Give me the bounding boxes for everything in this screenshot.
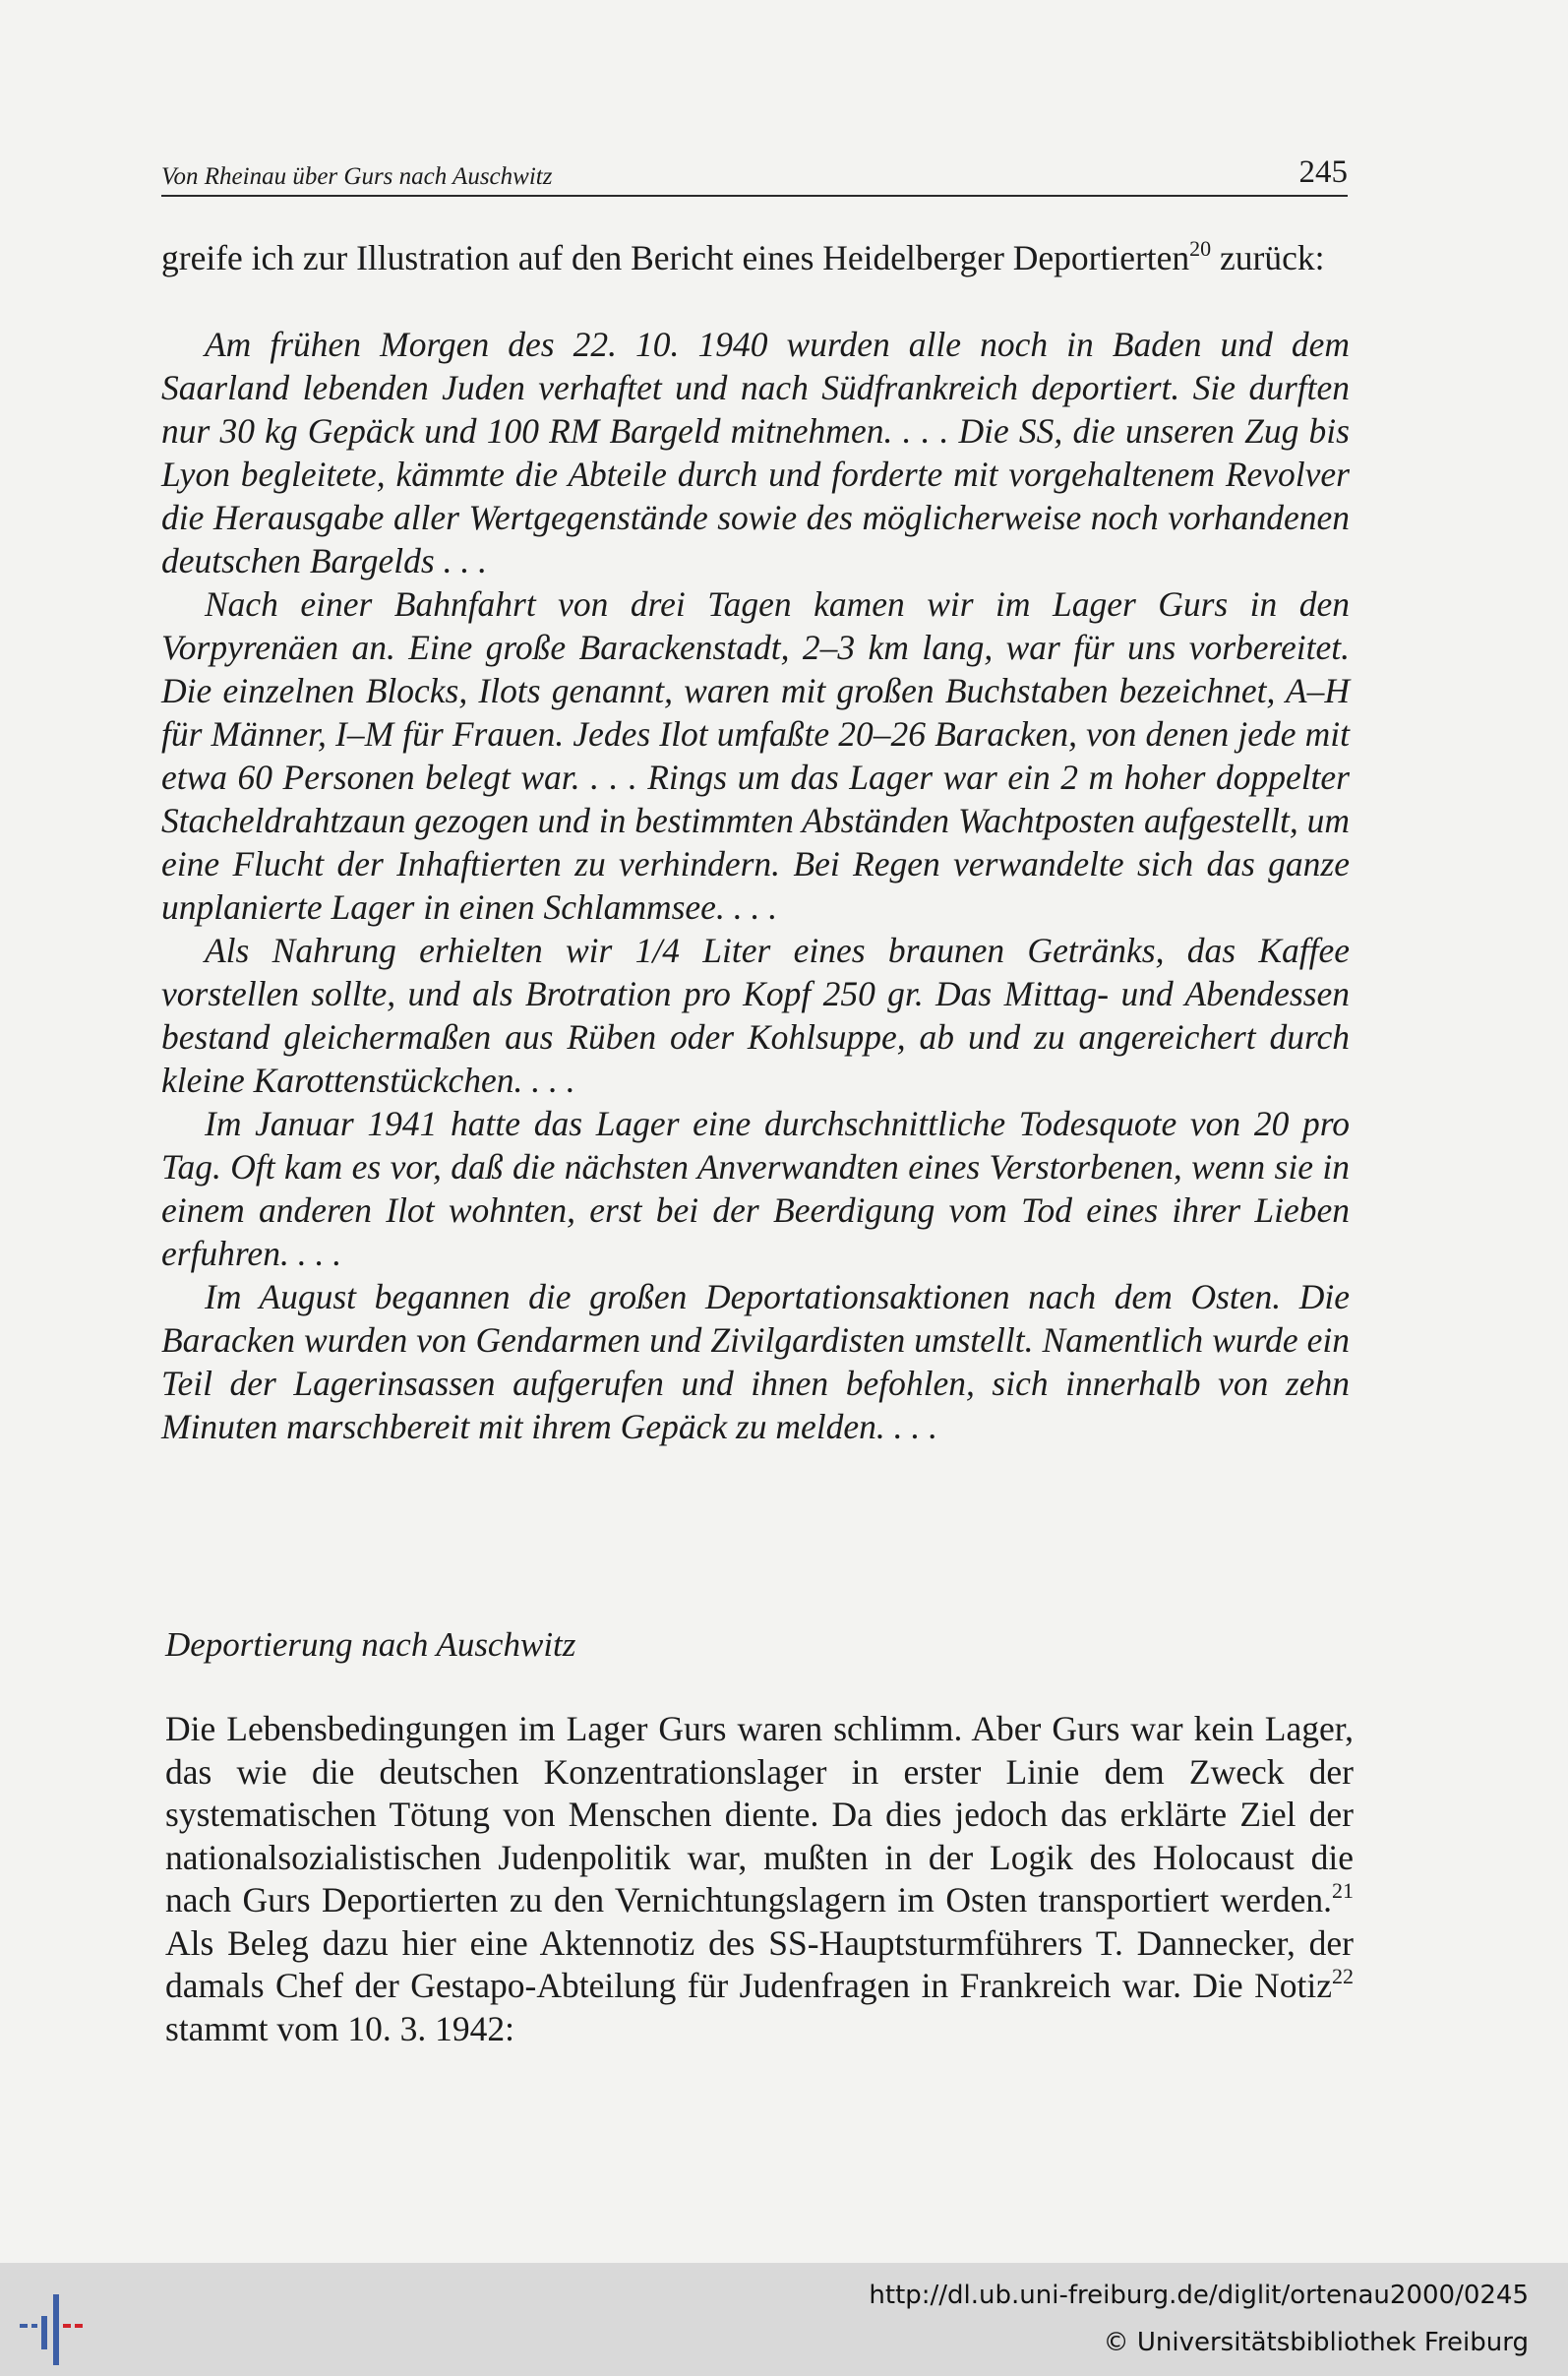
- intro-text-after: zurück:: [1211, 238, 1325, 277]
- permalink-url[interactable]: http://dl.ub.uni-freiburg.de/diglit/ortenau2000/0245: [869, 2281, 1529, 2310]
- section-text-1: Die Lebensbedingungen im Lager Gurs waren schlimm. Aber Gurs war kein Lager, das wie die deutschen Konzentrationslager in erster Linie dem Zweck der systematischen Tötung von Menschen diente. Da dies jedoch das erklärte Ziel der nationalsozialistischen Judenpolitik war, mußten in der Logik des Holocaust die nach Gurs Deportierten zu den Vernichtungslagern im Osten transportiert werden.: [165, 1709, 1354, 1919]
- running-title: Von Rheinau über Gurs nach Auschwitz: [161, 163, 553, 190]
- viewer-footer: [0, 2263, 1568, 2376]
- section-heading: Deportierung nach Auschwitz: [165, 1625, 576, 1664]
- section-paragraph: [165, 1708, 1354, 2050]
- footnote-ref-20[interactable]: 20: [1189, 236, 1212, 261]
- copyright-notice: © Universitätsbibliothek Freiburg: [1103, 2328, 1529, 2357]
- quote-paragraph: Am frühen Morgen des 22. 10. 1940 wurden alle noch in Baden und dem Saarland lebenden Juden verhaftet und nach Südfrankreich deportiert. Sie durften nur 30 kg Gepäck und 100 RM Bargeld mitnehmen. . . . Die SS, die unseren Zug bis Lyon begleitete, kämmte die Abteile durch und forderte mit vorgehaltenem Revolver die Herausgabe aller Wertgegenstände sowie des möglicherweise noch vorhandenen deutschen Bargelds . . .: [161, 325, 1350, 580]
- block-quote: [161, 323, 1350, 1448]
- footnote-ref-22[interactable]: 22: [1332, 1964, 1354, 1988]
- intro-text: greife ich zur Illustration auf den Bericht eines Heidelberger Deportierten: [161, 238, 1190, 277]
- page-number: 245: [1298, 154, 1348, 190]
- section-text-3: stammt vom 10. 3. 1942:: [165, 2008, 514, 2048]
- quote-paragraph: Als Nahrung erhielten wir 1/4 Liter eines braunen Getränks, das Kaffee vorstellen sollte, und als Brotration pro Kopf 250 gr. Das Mittag- und Abendessen bestand gleichermaßen aus Rüben oder Kohlsuppe, ab und zu angereichert durch kleine Karottenstückchen. . . .: [161, 931, 1350, 1100]
- quote-paragraph: Nach einer Bahnfahrt von drei Tagen kamen wir im Lager Gurs in den Vorpyrenäen an. Eine große Barackenstadt, 2–3 km lang, war für uns vorbereitet. Die einzelnen Blocks, Ilots genannt, waren mit großen Buchstaben bezeichnet, A–H für Männer, I–M für Frauen. Jedes Ilot umfaßte 20–26 Baracken, von denen jede mit etwa 60 Personen belegt war. . . . Rings um das Lager war ein 2 m hoher doppelter Stacheldrahtzaun gezogen und in bestimmten Abständen Wachtposten aufgestellt, um eine Flucht der Inhaftierten zu verhindern. Bei Regen verwandelte sich das ganze unplanierte Lager in einen Schlammsee. . . .: [161, 584, 1350, 927]
- running-head: [161, 150, 1348, 197]
- section-text-2: Als Beleg dazu hier eine Aktennotiz des SS-Hauptsturmführers T. Dannecker, der damals Chef der Gestapo-Abteilung für Judenfragen in Frankreich war. Die Notiz: [165, 1922, 1354, 2005]
- ub-freiburg-logo-icon[interactable]: [18, 2288, 96, 2367]
- intro-paragraph: [161, 236, 1350, 279]
- footnote-ref-21[interactable]: 21: [1332, 1878, 1354, 1903]
- quote-paragraph: Im August begannen die großen Deportationsaktionen nach dem Osten. Die Baracken wurden von Gendarmen und Zivilgardisten umstellt. Namentlich wurde ein Teil der Lagerinsassen aufgerufen und ihnen befohlen, sich innerhalb von zehn Minuten marschbereit mit ihrem Gepäck zu melden. . . .: [161, 1277, 1350, 1446]
- quote-paragraph: Im Januar 1941 hatte das Lager eine durchschnittliche Todesquote von 20 pro Tag. Oft kam es vor, daß die nächsten Anverwandten eines Verstorbenen, wenn sie in einem anderen Ilot wohnten, erst bei der Beerdigung vom Tod eines ihrer Lieben erfuhren. . . .: [161, 1104, 1350, 1273]
